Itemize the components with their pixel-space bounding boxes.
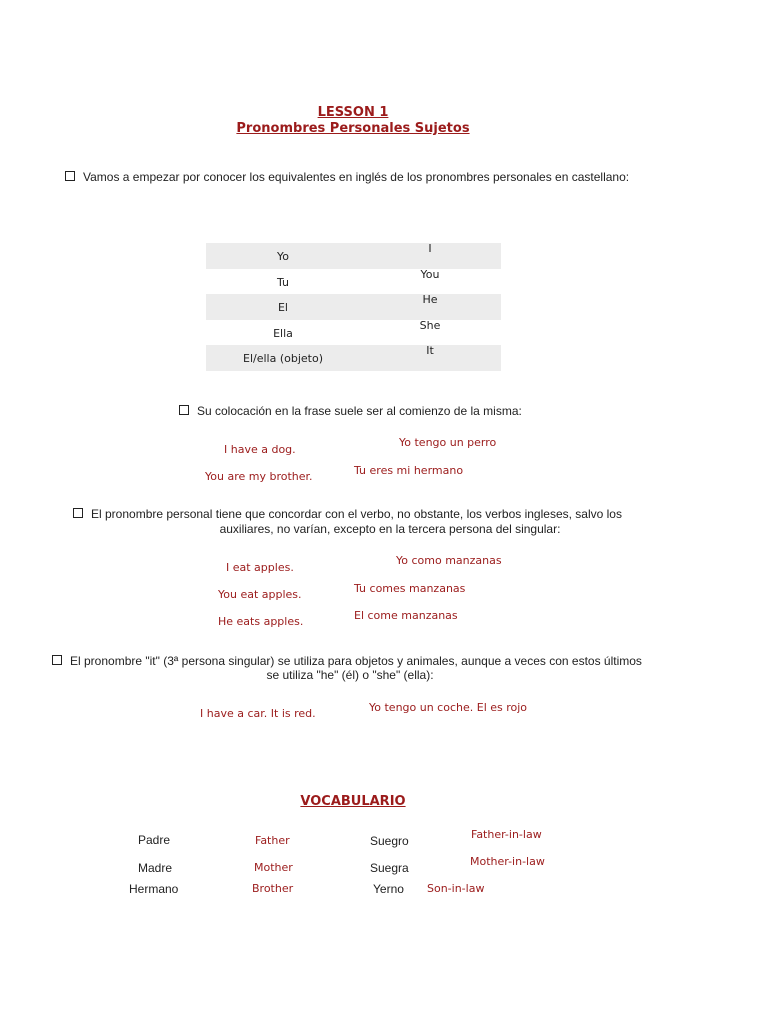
vocab-es-word: Madre xyxy=(138,861,173,875)
pronoun-es: Tu xyxy=(276,275,290,289)
agreement-text-line2: auxiliares, no varían, excepto en la tercera persona del singular: xyxy=(219,522,561,536)
pronoun-en: You xyxy=(420,267,440,281)
vocab-es-word: Suegro xyxy=(370,834,409,848)
it-usage-text-line2: se utiliza "he" (él) o "she" (ella): xyxy=(266,668,434,682)
pronoun-es: Yo xyxy=(277,250,289,263)
example-es: El come manzanas xyxy=(354,609,458,622)
checkbox-bullet-icon xyxy=(52,655,62,665)
placement-paragraph xyxy=(179,404,522,418)
example-en: I eat apples. xyxy=(226,561,294,574)
pronoun-en: She xyxy=(419,318,441,332)
lesson-subtitle: Pronombres Personales Sujetos xyxy=(236,121,470,136)
vocab-es-word: Hermano xyxy=(129,882,179,896)
table-row xyxy=(206,243,501,269)
example-en: You are my brother. xyxy=(205,470,313,483)
table-row xyxy=(206,294,501,320)
pronoun-es: Ella xyxy=(273,326,293,340)
example-en: I have a dog. xyxy=(224,443,296,456)
vocab-es-word: Suegra xyxy=(370,861,409,875)
it-usage-text-line1: El pronombre "it" (3ª persona singular) se utiliza para objetos y animales, aunque a veces con estos últimos xyxy=(70,654,642,668)
vocab-en-word: Mother-in-law xyxy=(470,855,545,868)
checkbox-bullet-icon xyxy=(65,171,75,181)
vocab-en-word: Mother xyxy=(254,861,293,874)
vocab-es-word: Padre xyxy=(138,833,171,847)
example-en: You eat apples. xyxy=(218,588,302,601)
pronoun-en: It xyxy=(426,344,434,357)
pronoun-es: El/ella (objeto) xyxy=(243,352,323,365)
agreement-paragraph xyxy=(73,507,622,521)
pronoun-en: He xyxy=(422,293,438,306)
pronoun-en: I xyxy=(428,242,432,255)
example-es: Tu comes manzanas xyxy=(354,582,466,595)
pronoun-table xyxy=(206,243,501,371)
lesson-title: LESSON 1 xyxy=(317,105,389,120)
table-row xyxy=(206,269,501,295)
vocabulary-heading: VOCABULARIO xyxy=(300,794,406,809)
example-en: I have a car. It is red. xyxy=(200,707,316,720)
pronoun-es: El xyxy=(277,301,288,314)
checkbox-bullet-icon xyxy=(179,405,189,415)
vocab-es-word: Yerno xyxy=(373,882,404,896)
vocab-en-word: Son-in-law xyxy=(427,882,485,895)
placement-text: Su colocación en la frase suele ser al comienzo de la misma: xyxy=(197,404,522,418)
intro-text: Vamos a empezar por conocer los equivalentes en inglés de los pronombres personales en castellano: xyxy=(83,170,630,184)
checkbox-bullet-icon xyxy=(73,508,83,518)
example-en: He eats apples. xyxy=(218,615,304,628)
vocab-en-word: Brother xyxy=(252,882,294,895)
table-row xyxy=(206,320,501,346)
it-usage-paragraph xyxy=(52,654,642,668)
intro-paragraph xyxy=(65,170,629,184)
example-es: Tu eres mi hermano xyxy=(354,464,464,477)
vocab-en-word: Father-in-law xyxy=(471,828,542,841)
vocab-en-word: Father xyxy=(255,834,290,847)
example-es: Yo como manzanas xyxy=(396,554,502,567)
example-es: Yo tengo un perro xyxy=(399,436,497,449)
agreement-text-line1: El pronombre personal tiene que concordar con el verbo, no obstante, los verbos ingleses, salvo los xyxy=(91,507,622,521)
table-row xyxy=(206,345,501,371)
example-es: Yo tengo un coche. El es rojo xyxy=(369,701,528,714)
